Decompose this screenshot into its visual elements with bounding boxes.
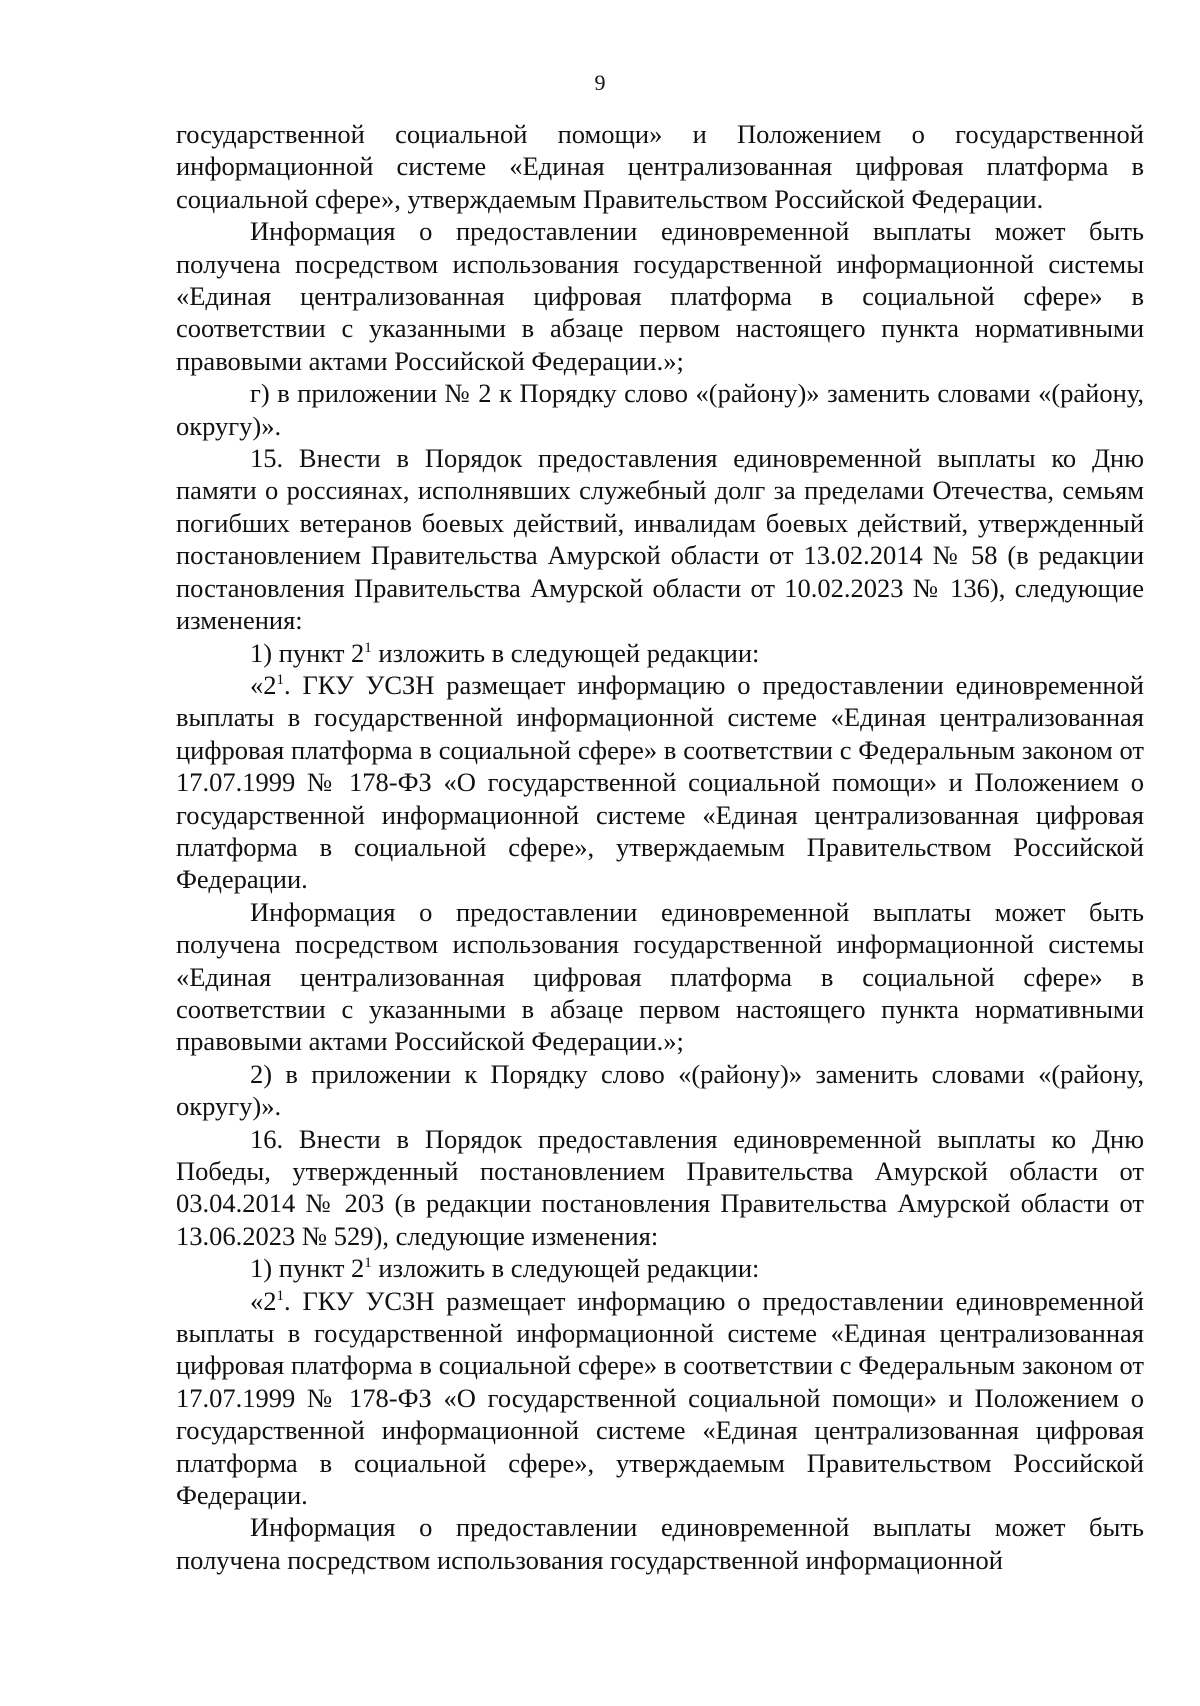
paragraph-2: Информация о предоставлении единовременной выплаты может быть получена посредством использования государственной информационной системы «Единая централизованная цифровая платформа в социальной сфере» в соответствии с указанными в абзаце первом настоящего пункта нормативными правовыми актами Российской Федерации.»; bbox=[176, 216, 1144, 376]
paragraph-6-before: «2 bbox=[250, 669, 277, 700]
paragraph-1: государственной социальной помощи» и Положением о государственной информационной системе «Единая централизованная цифровая платформа в социальной сфере», утверждаемым Правительством Российской Федерации. bbox=[176, 119, 1144, 214]
paragraph-6-after: . ГКУ УСЗН размещает информацию о предоставлении единовременной выплаты в государственной информационной системе «Единая централизованная цифровая платформа в социальной сфере» в соответствии с Федеральным законом от 17.07.1999 № 178-ФЗ «О государственной социальной помощи» и Положением о государственной информационной системе «Единая централизованная цифровая платформа в социальной сфере», утверждаемым Правительством Российской Федерации. bbox=[176, 669, 1144, 895]
paragraph-10-after: изложить в следующей редакции: bbox=[371, 1253, 760, 1284]
paragraph-12: Информация о предоставлении единовременной выплаты может быть получена посредством использования государственной информационной bbox=[176, 1512, 1144, 1575]
paragraph-9: 16. Внести в Порядок предоставления единовременной выплаты ко Дню Победы, утвержденный постановлением Правительства Амурской области от 03.04.2014 № 203 (в редакции постановления Правительства Амурской области от 13.06.2023 № 529), следующие изменения: bbox=[176, 1123, 1144, 1251]
paragraph-11-superscript: 1 bbox=[276, 1287, 284, 1304]
paragraph-8: 2) в приложении к Порядку слово «(району)» заменить словами «(району, округу)». bbox=[176, 1058, 1144, 1122]
document-body bbox=[176, 118, 1144, 1576]
paragraph-3: г) в приложении № 2 к Порядку слово «(району)» заменить словами «(району, округу)». bbox=[176, 378, 1144, 441]
paragraph-6 bbox=[176, 669, 1144, 896]
paragraph-10 bbox=[176, 1252, 1144, 1284]
paragraph-5-before: 1) пункт 2 bbox=[250, 637, 365, 668]
paragraph-10-before: 1) пункт 2 bbox=[250, 1253, 365, 1284]
paragraph-5-superscript: 1 bbox=[364, 639, 372, 656]
paragraph-10-superscript: 1 bbox=[364, 1255, 372, 1272]
page-number: 9 bbox=[594, 70, 606, 95]
paragraph-11-before: «2 bbox=[250, 1285, 277, 1316]
paragraph-5 bbox=[176, 637, 1144, 669]
paragraph-7: Информация о предоставлении единовременной выплаты может быть получена посредством использования государственной информационной системы «Единая централизованная цифровая платформа в социальной сфере» в соответствии с указанными в абзаце первом настоящего пункта нормативными правовыми актами Российской Федерации.»; bbox=[176, 896, 1144, 1057]
paragraph-6-superscript: 1 bbox=[276, 671, 284, 688]
paragraph-11 bbox=[176, 1285, 1144, 1512]
paragraph-5-after: изложить в следующей редакции: bbox=[371, 637, 760, 668]
paragraph-11-after: . ГКУ УСЗН размещает информацию о предоставлении единовременной выплаты в государственной информационной системе «Единая централизованная цифровая платформа в социальной сфере» в соответствии с Федеральным законом от 17.07.1999 № 178-ФЗ «О государственной социальной помощи» и Положением о государственной информационной системе «Единая централизованная цифровая платформа в социальной сфере», утверждаемым Правительством Российской Федерации. bbox=[176, 1285, 1144, 1511]
paragraph-4: 15. Внести в Порядок предоставления единовременной выплаты ко Дню памяти о россиянах, исполнявших служебный долг за пределами Отечества, семьям погибших ветеранов боевых действий, инвалидам боевых действий, утвержденный постановлением Правительства Амурской области от 13.02.2014 № 58 (в редакции постановления Правительства Амурской области от 10.02.2023 № 136), следующие изменения: bbox=[176, 443, 1144, 636]
